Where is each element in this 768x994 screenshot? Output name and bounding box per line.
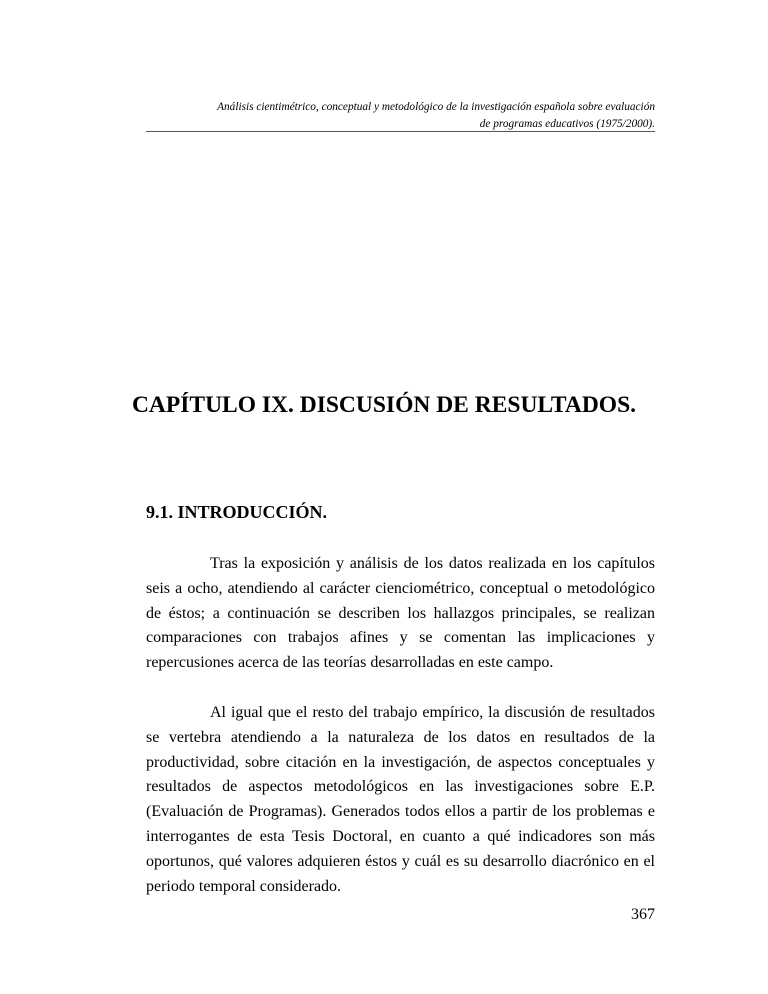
header-divider [146, 131, 655, 132]
page-number: 367 [631, 906, 655, 923]
paragraph-2: Al igual que el resto del trabajo empírico, la discusión de resultados se vertebra atendiendo a la naturaleza de los datos en resultados de la productividad, sobre citación en la investigación, de aspectos conceptuales y resultados de aspectos metodológicos en las investigaciones sobre E.P. (Evaluación de Programas). Generados todos ellos a partir de los problemas e interrogantes de esta Tesis Doctoral, en cuanto a qué indicadores son más oportunos, qué valores adquieren éstos y cuál es su desarrollo diacrónico en el periodo temporal considerado. [146, 704, 655, 895]
running-header-line-1: Análisis cientimétrico, conceptual y metodológico de la investigación española sobre evaluación [217, 101, 655, 113]
chapter-title: CAPÍTULO IX. DISCUSIÓN DE RESULTADOS. [131, 392, 637, 418]
running-header [146, 99, 655, 133]
paragraph-1: Tras la exposición y análisis de los datos realizada en los capítulos seis a ocho, atendiendo al carácter cienciométrico, conceptual o metodológico de éstos; a continuación se describen los hallazgos principales, se realizan comparaciones con trabajos afines y se comentan las implicaciones y repercusiones acerca de las teorías desarrolladas en este campo. [146, 555, 655, 672]
section-heading: 9.1. INTRODUCCIÓN. [146, 502, 328, 522]
running-header-line-2: de programas educativos (1975/2000). [479, 118, 655, 130]
